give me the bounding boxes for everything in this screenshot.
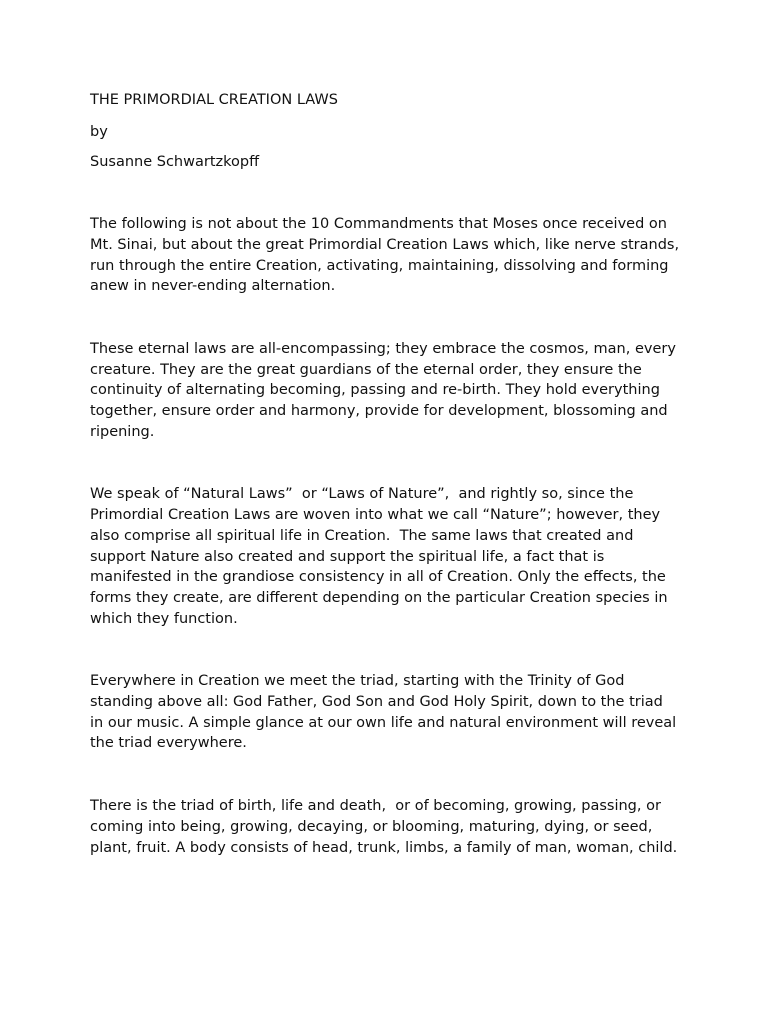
paragraph-5: There is the triad of birth, life and death, or of becoming, growing, passing, or coming into being, growing, decaying, or blooming, maturing, dying, or seed, plant, fruit. A body consists of head, trunk, limbs, a family of man, woman, child.	[90, 798, 678, 856]
byline: by	[90, 123, 108, 140]
author-name: Susanne Schwartzkopff	[90, 154, 260, 171]
paragraph-4: Everywhere in Creation we meet the triad, starting with the Trinity of God standing above all: God Father, God Son and God Holy Spirit, down to the triad in our music. A simple glance at our own life and natural environment will reveal the triad everywhere.	[90, 673, 681, 752]
paragraph-3: We speak of “Natural Laws” or “Laws of Nature”, and rightly so, since the Primordial Creation Laws are woven into what we call “Nature”; however, they also comprise all spiritual life in Creation. The same laws that created and support Nature also created and support the spiritual life, a fact that is manifested in the grandiose consistency in all of Creation. Only the effects, the forms they create, are different depending on the particular Creation species in which they function.	[90, 486, 673, 627]
paragraph-2: These eternal laws are all-encompassing; they embrace the cosmos, man, every creature. They are the great guardians of the eternal order, they ensure the continuity of alternating becoming, passing and re-birth. They hold everything together, ensure order and harmony, provide for development, blossoming and ripening.	[90, 340, 681, 440]
paragraph-1: The following is not about the 10 Commandments that Moses once received on Mt. Sinai, but about the great Primordial Creation Laws which, like nerve strands, run through the entire Creation, activating, maintaining, dissolving and forming anew in never-ending alternation.	[90, 216, 684, 295]
document-page	[90, 90, 684, 900]
document-title: THE PRIMORDIAL CREATION LAWS	[90, 92, 338, 108]
